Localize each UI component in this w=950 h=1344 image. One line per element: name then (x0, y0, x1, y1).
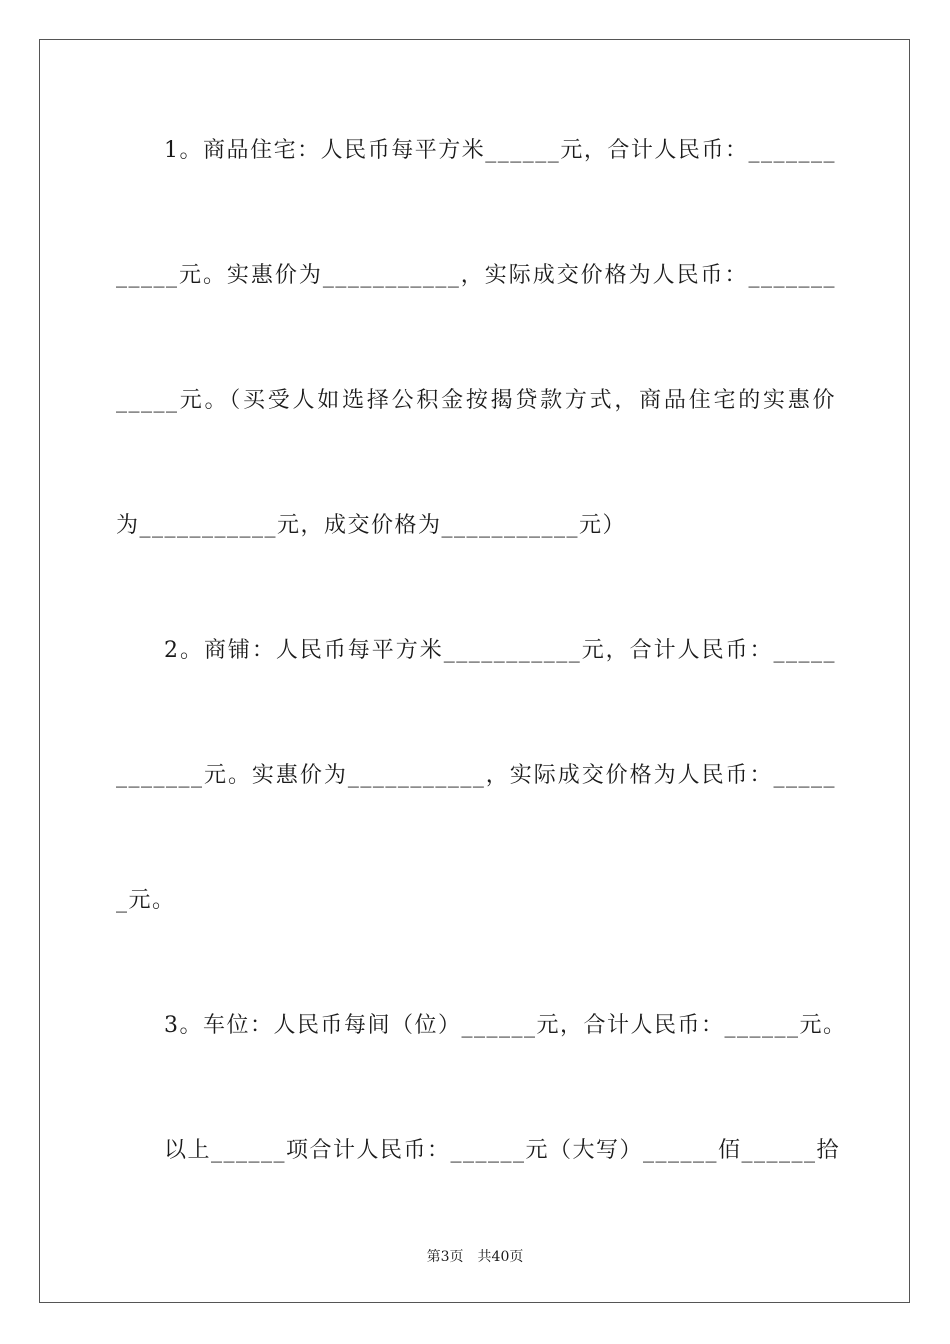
clause-1-line-2: _____元。实惠价为___________，实际成交价格为人民币：_______ (116, 263, 836, 288)
clause-2-line-2: _______元。实惠价为___________，实际成交价格为人民币：_____ (116, 763, 836, 788)
page-number: 第3页 共40页 (426, 1249, 524, 1265)
clause-2-line-1: 2。商铺：人民币每平方米___________元，合计人民币：_____ (164, 638, 836, 663)
page-frame (39, 39, 910, 1303)
clause-3-line-1: 3。车位：人民币每间（位）______元，合计人民币：______元。 (164, 1013, 847, 1038)
clause-1-line-4: 为___________元，成交价格为___________元） (116, 513, 627, 538)
total-line: 以上______项合计人民币：______元（大写）______佰______拾 (164, 1138, 841, 1163)
clause-1-line-3: _____元。（买受人如选择公积金按揭贷款方式，商品住宅的实惠价 (116, 388, 836, 413)
clause-1-line-1: 1。商品住宅：人民币每平方米______元，合计人民币：_______ (164, 138, 836, 163)
clause-2-line-3: _元。 (116, 888, 176, 913)
